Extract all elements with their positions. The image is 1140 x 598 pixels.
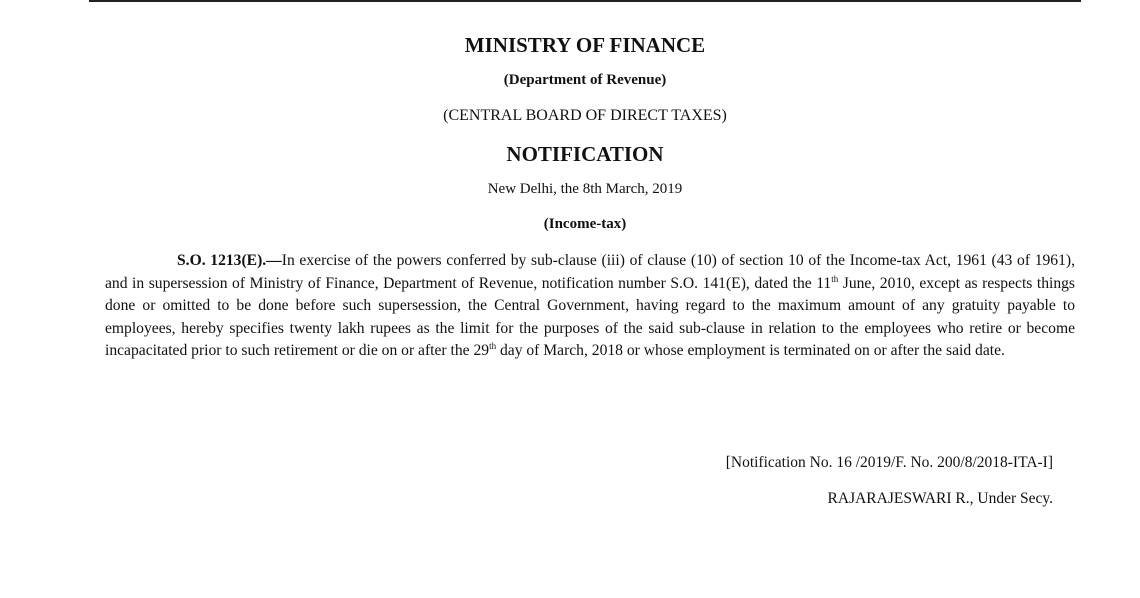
dateline: New Delhi, the 8th March, 2019 bbox=[487, 181, 683, 197]
body-text-part-1: In exercise of the powers conferred by sub-clause (iii) of clause (10) of section 10 of the Income-tax Act, 1961 (43 of 1961), and in supersession of Ministry of Finance, Department of Revenue, notification number S.O. 141(E), dated the 11 bbox=[105, 252, 1075, 292]
top-rule-divider bbox=[89, 0, 1081, 2]
signatory: RAJARAJESWARI R., Under Secy. bbox=[827, 490, 1053, 507]
body-text-part-3: day of March, 2018 or whose employment is terminated on or after the said date. bbox=[496, 342, 1005, 359]
subject-heading: (Income-tax) bbox=[543, 216, 627, 232]
ministry-heading: MINISTRY OF FINANCE bbox=[464, 33, 706, 57]
notification-reference: [Notification No. 16 /2019/F. No. 200/8/2018-ITA-I] bbox=[725, 454, 1053, 471]
body-text-part-2: June, 2010, except as respects things done or omitted to be done before such supersession, the Central Government, having regard to the maximum amount of any gratuity payable to employees, hereby specifies twenty lakh rupees as the limit for the purposes of the said sub-clause in relation to the employees who retire or become incapacitated prior to such retirement or die on or after the 29 bbox=[105, 274, 1075, 359]
notification-title: NOTIFICATION bbox=[506, 142, 664, 166]
statutory-order-number: S.O. 1213(E).— bbox=[177, 252, 282, 269]
department-heading: (Department of Revenue) bbox=[503, 72, 667, 88]
notification-body bbox=[105, 250, 1075, 363]
ordinal-suffix-1: th bbox=[831, 273, 839, 284]
ordinal-suffix-2: th bbox=[489, 340, 497, 351]
board-heading: (CENTRAL BOARD OF DIRECT TAXES) bbox=[443, 107, 727, 124]
